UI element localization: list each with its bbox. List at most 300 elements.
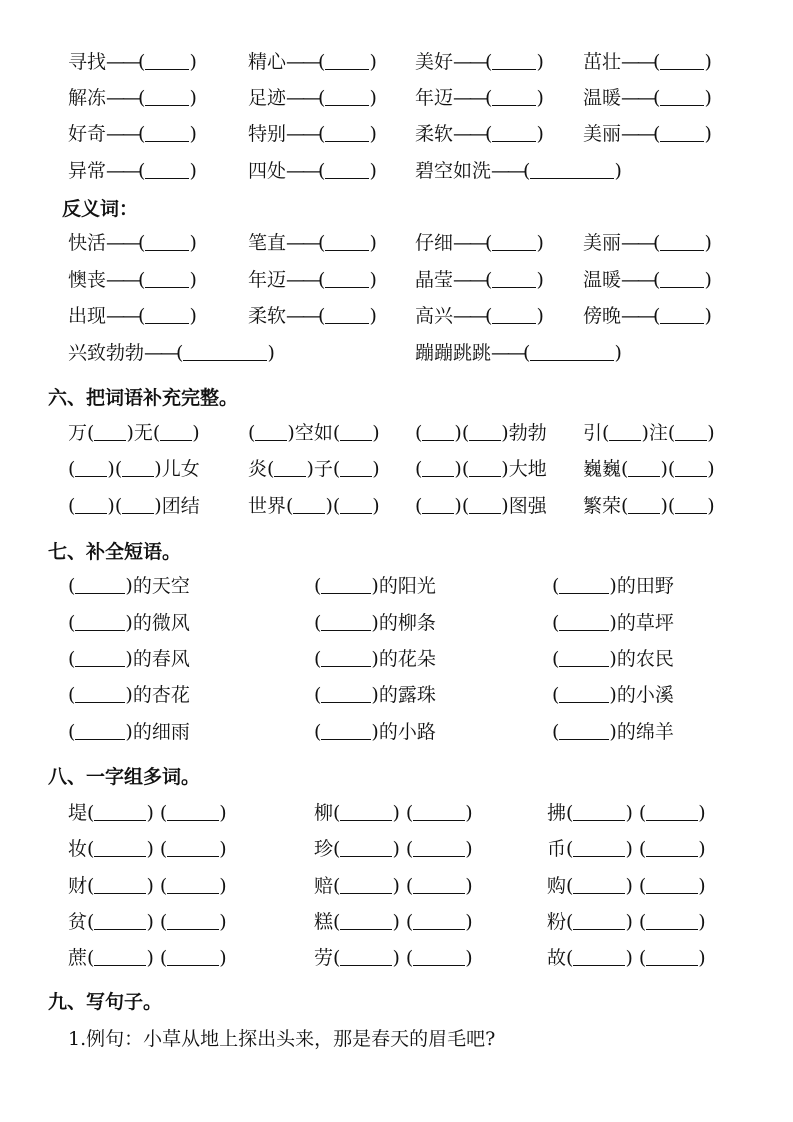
answer-blank[interactable] bbox=[566, 946, 633, 970]
answer-blank[interactable] bbox=[314, 647, 379, 671]
paren-close: ) bbox=[189, 160, 197, 182]
blank-line[interactable] bbox=[321, 575, 371, 594]
answer-blank[interactable] bbox=[153, 421, 200, 445]
char-item bbox=[68, 874, 227, 898]
idiom-item bbox=[248, 457, 380, 481]
word-text: 碧空如洗 bbox=[415, 160, 492, 182]
blank-line[interactable] bbox=[325, 269, 369, 288]
dash: —— bbox=[621, 305, 654, 327]
char-text: 妆 bbox=[68, 838, 88, 860]
blank-line[interactable] bbox=[660, 269, 704, 288]
blank-line[interactable] bbox=[530, 342, 614, 361]
dash: —— bbox=[106, 87, 139, 109]
word-item bbox=[583, 268, 712, 292]
answer-blank[interactable] bbox=[415, 457, 462, 481]
paren-open: ( bbox=[314, 575, 322, 597]
char-item bbox=[314, 910, 473, 934]
answer-blank[interactable] bbox=[176, 341, 275, 365]
answer-blank[interactable] bbox=[314, 611, 379, 635]
blank-line[interactable] bbox=[492, 123, 536, 142]
blank-line[interactable] bbox=[340, 911, 392, 930]
blank-line[interactable] bbox=[145, 123, 189, 142]
blank-line[interactable] bbox=[675, 495, 707, 514]
answer-blank[interactable] bbox=[318, 304, 377, 328]
paren-open: ( bbox=[318, 123, 326, 145]
paren-close: ) bbox=[536, 269, 544, 291]
paren-open: ( bbox=[653, 87, 661, 109]
answer-blank[interactable] bbox=[115, 457, 162, 481]
answer-blank[interactable] bbox=[160, 946, 227, 970]
blank-line[interactable] bbox=[75, 575, 125, 594]
blank-line[interactable] bbox=[573, 875, 625, 894]
paren-close: ) bbox=[501, 458, 509, 480]
paren-open: ( bbox=[318, 87, 326, 109]
idiom-char: 繁荣 bbox=[583, 495, 622, 517]
paren-close: ) bbox=[465, 875, 473, 897]
blank-line[interactable] bbox=[75, 648, 125, 667]
paren-open: ( bbox=[68, 575, 76, 597]
answer-blank[interactable] bbox=[653, 122, 712, 146]
answer-blank[interactable] bbox=[248, 421, 295, 445]
answer-blank[interactable] bbox=[318, 231, 377, 255]
paren-close: ) bbox=[371, 612, 379, 634]
answer-blank[interactable] bbox=[406, 801, 473, 825]
answer-blank[interactable] bbox=[485, 86, 544, 110]
blank-line[interactable] bbox=[145, 269, 189, 288]
blank-line[interactable] bbox=[573, 838, 625, 857]
answer-blank[interactable] bbox=[406, 910, 473, 934]
paren-open: ( bbox=[318, 232, 326, 254]
blank-line[interactable] bbox=[75, 612, 125, 631]
blank-line[interactable] bbox=[646, 802, 698, 821]
answer-blank[interactable] bbox=[318, 122, 377, 146]
paren-open: ( bbox=[653, 305, 661, 327]
answer-blank[interactable] bbox=[318, 50, 377, 74]
word-text: 精心 bbox=[248, 51, 287, 73]
paren-close: ) bbox=[536, 232, 544, 254]
blank-line[interactable] bbox=[167, 838, 219, 857]
blank-line[interactable] bbox=[492, 87, 536, 106]
blank-line[interactable] bbox=[559, 575, 609, 594]
paren-close: ) bbox=[536, 87, 544, 109]
phrase-item bbox=[68, 574, 190, 598]
answer-blank[interactable] bbox=[87, 837, 154, 861]
blank-line[interactable] bbox=[422, 422, 454, 441]
blank-line[interactable] bbox=[94, 947, 146, 966]
word-item bbox=[415, 341, 622, 365]
paren-open: ( bbox=[138, 51, 146, 73]
paren-close: ) bbox=[698, 911, 706, 933]
answer-blank[interactable] bbox=[668, 457, 715, 481]
answer-blank[interactable] bbox=[406, 837, 473, 861]
answer-blank[interactable] bbox=[160, 874, 227, 898]
answer-blank[interactable] bbox=[318, 159, 377, 183]
answer-blank[interactable] bbox=[333, 421, 380, 445]
answer-blank[interactable] bbox=[602, 421, 649, 445]
blank-line[interactable] bbox=[145, 305, 189, 324]
answer-blank[interactable] bbox=[639, 946, 706, 970]
answer-blank[interactable] bbox=[87, 874, 154, 898]
blank-line[interactable] bbox=[573, 802, 625, 821]
answer-blank[interactable] bbox=[138, 50, 197, 74]
answer-blank[interactable] bbox=[653, 231, 712, 255]
answer-blank[interactable] bbox=[333, 874, 400, 898]
blank-line[interactable] bbox=[646, 947, 698, 966]
paren-close: ) bbox=[189, 305, 197, 327]
word-text: 茁壮 bbox=[583, 51, 622, 73]
blank-line[interactable] bbox=[422, 495, 454, 514]
paren-close: ) bbox=[219, 911, 227, 933]
blank-line[interactable] bbox=[660, 232, 704, 251]
answer-blank[interactable] bbox=[314, 720, 379, 744]
blank-line[interactable] bbox=[122, 458, 154, 477]
idiom-item bbox=[583, 457, 715, 481]
blank-line[interactable] bbox=[469, 495, 501, 514]
answer-blank[interactable] bbox=[415, 494, 462, 518]
blank-line[interactable] bbox=[413, 947, 465, 966]
answer-blank[interactable] bbox=[68, 647, 133, 671]
blank-line[interactable] bbox=[75, 684, 125, 703]
dash: —— bbox=[106, 160, 139, 182]
blank-line[interactable] bbox=[160, 422, 192, 441]
blank-line[interactable] bbox=[145, 51, 189, 70]
paren-open: ( bbox=[87, 911, 95, 933]
paren-open: ( bbox=[405, 911, 414, 933]
answer-blank[interactable] bbox=[639, 910, 706, 934]
answer-blank[interactable] bbox=[333, 801, 400, 825]
blank-line[interactable] bbox=[573, 911, 625, 930]
answer-blank[interactable] bbox=[68, 494, 115, 518]
answer-blank[interactable] bbox=[406, 946, 473, 970]
phrase-text: 的小路 bbox=[378, 721, 436, 743]
word-item bbox=[68, 86, 197, 110]
blank-line[interactable] bbox=[492, 51, 536, 70]
blank-line[interactable] bbox=[675, 422, 707, 441]
answer-blank[interactable] bbox=[621, 494, 668, 518]
blank-line[interactable] bbox=[530, 160, 614, 179]
answer-blank[interactable] bbox=[552, 647, 617, 671]
blank-line[interactable] bbox=[469, 458, 501, 477]
paren-open: ( bbox=[485, 87, 493, 109]
paren-open: ( bbox=[552, 575, 560, 597]
blank-line[interactable] bbox=[646, 838, 698, 857]
answer-blank[interactable] bbox=[160, 910, 227, 934]
blank-line[interactable] bbox=[573, 947, 625, 966]
word-item bbox=[68, 268, 197, 292]
paren-close: ) bbox=[501, 422, 509, 444]
paren-open: ( bbox=[138, 232, 146, 254]
word-item bbox=[415, 268, 544, 292]
paren-open: ( bbox=[653, 51, 661, 73]
blank-line[interactable] bbox=[340, 495, 372, 514]
paren-close: ) bbox=[369, 160, 377, 182]
answer-blank[interactable] bbox=[462, 457, 509, 481]
answer-blank[interactable] bbox=[485, 122, 544, 146]
char-item bbox=[68, 946, 227, 970]
blank-line[interactable] bbox=[325, 87, 369, 106]
blank-line[interactable] bbox=[325, 232, 369, 251]
word-text: 高兴 bbox=[415, 305, 454, 327]
blank-line[interactable] bbox=[646, 875, 698, 894]
blank-line[interactable] bbox=[628, 495, 660, 514]
blank-line[interactable] bbox=[559, 612, 609, 631]
blank-line[interactable] bbox=[321, 684, 371, 703]
paren-open: ( bbox=[159, 802, 168, 824]
paren-open: ( bbox=[159, 875, 168, 897]
dash: —— bbox=[491, 342, 524, 364]
paren-close: ) bbox=[371, 648, 379, 670]
blank-line[interactable] bbox=[321, 612, 371, 631]
blank-line[interactable] bbox=[75, 458, 107, 477]
blank-line[interactable] bbox=[325, 305, 369, 324]
blank-line[interactable] bbox=[469, 422, 501, 441]
idiom-char: 空如 bbox=[294, 422, 333, 444]
answer-blank[interactable] bbox=[160, 837, 227, 861]
answer-blank[interactable] bbox=[485, 231, 544, 255]
answer-blank[interactable] bbox=[138, 268, 197, 292]
word-text: 年迈 bbox=[248, 269, 287, 291]
char-item bbox=[547, 837, 706, 861]
answer-blank[interactable] bbox=[653, 86, 712, 110]
answer-blank[interactable] bbox=[68, 720, 133, 744]
section6-heading: 六、把词语补充完整。 bbox=[48, 387, 239, 409]
blank-line[interactable] bbox=[293, 495, 325, 514]
blank-line[interactable] bbox=[145, 160, 189, 179]
answer-blank[interactable] bbox=[621, 457, 668, 481]
answer-blank[interactable] bbox=[333, 910, 400, 934]
phrase-text: 的农民 bbox=[616, 648, 674, 670]
blank-line[interactable] bbox=[321, 648, 371, 667]
answer-blank[interactable] bbox=[653, 304, 712, 328]
blank-line[interactable] bbox=[321, 721, 371, 740]
paren-close: ) bbox=[465, 838, 473, 860]
paren-open: ( bbox=[333, 838, 341, 860]
answer-blank[interactable] bbox=[415, 421, 462, 445]
paren-close: ) bbox=[125, 684, 133, 706]
answer-blank[interactable] bbox=[160, 801, 227, 825]
answer-blank[interactable] bbox=[138, 86, 197, 110]
blank-line[interactable] bbox=[660, 51, 704, 70]
answer-blank[interactable] bbox=[138, 304, 197, 328]
dash: —— bbox=[453, 305, 486, 327]
answer-blank[interactable] bbox=[68, 574, 133, 598]
word-item bbox=[415, 122, 544, 146]
dash: —— bbox=[144, 342, 177, 364]
blank-line[interactable] bbox=[145, 87, 189, 106]
answer-blank[interactable] bbox=[333, 457, 380, 481]
blank-line[interactable] bbox=[660, 305, 704, 324]
blank-line[interactable] bbox=[413, 911, 465, 930]
phrase-item bbox=[552, 611, 674, 635]
paren-open: ( bbox=[566, 802, 574, 824]
answer-blank[interactable] bbox=[485, 50, 544, 74]
answer-blank[interactable] bbox=[639, 874, 706, 898]
answer-blank[interactable] bbox=[485, 304, 544, 328]
blank-line[interactable] bbox=[167, 875, 219, 894]
answer-blank[interactable] bbox=[462, 494, 509, 518]
answer-blank[interactable] bbox=[639, 801, 706, 825]
answer-blank[interactable] bbox=[566, 874, 633, 898]
blank-line[interactable] bbox=[559, 648, 609, 667]
char-item bbox=[547, 946, 706, 970]
paren-close: ) bbox=[392, 838, 400, 860]
paren-open: ( bbox=[552, 612, 560, 634]
answer-blank[interactable] bbox=[314, 683, 379, 707]
blank-line[interactable] bbox=[660, 87, 704, 106]
blank-line[interactable] bbox=[675, 458, 707, 477]
answer-blank[interactable] bbox=[552, 720, 617, 744]
char-text: 劳 bbox=[314, 947, 334, 969]
char-text: 堤 bbox=[68, 802, 88, 824]
blank-line[interactable] bbox=[559, 721, 609, 740]
paren-close: ) bbox=[306, 458, 314, 480]
answer-blank[interactable] bbox=[566, 801, 633, 825]
blank-line[interactable] bbox=[75, 721, 125, 740]
paren-close: ) bbox=[625, 947, 633, 969]
paren-close: ) bbox=[372, 458, 380, 480]
answer-blank[interactable] bbox=[566, 837, 633, 861]
answer-blank[interactable] bbox=[286, 494, 333, 518]
blank-line[interactable] bbox=[94, 838, 146, 857]
paren-open: ( bbox=[314, 648, 322, 670]
blank-line[interactable] bbox=[340, 947, 392, 966]
answer-blank[interactable] bbox=[87, 946, 154, 970]
answer-blank[interactable] bbox=[314, 574, 379, 598]
dash: —— bbox=[621, 51, 654, 73]
paren-open: ( bbox=[461, 495, 470, 517]
blank-line[interactable] bbox=[94, 875, 146, 894]
answer-blank[interactable] bbox=[87, 421, 134, 445]
blank-line[interactable] bbox=[340, 422, 372, 441]
answer-blank[interactable] bbox=[653, 268, 712, 292]
blank-line[interactable] bbox=[325, 123, 369, 142]
blank-line[interactable] bbox=[340, 838, 392, 857]
paren-open: ( bbox=[566, 838, 574, 860]
word-item bbox=[583, 50, 712, 74]
word-text: 特别 bbox=[248, 123, 287, 145]
char-item bbox=[68, 910, 227, 934]
answer-blank[interactable] bbox=[523, 159, 622, 183]
char-item bbox=[314, 801, 473, 825]
char-item bbox=[547, 910, 706, 934]
char-item bbox=[314, 946, 473, 970]
blank-line[interactable] bbox=[492, 232, 536, 251]
answer-blank[interactable] bbox=[68, 457, 115, 481]
blank-line[interactable] bbox=[325, 160, 369, 179]
blank-line[interactable] bbox=[122, 495, 154, 514]
answer-blank[interactable] bbox=[653, 50, 712, 74]
paren-close: ) bbox=[609, 684, 617, 706]
paren-open: ( bbox=[653, 232, 661, 254]
answer-blank[interactable] bbox=[138, 231, 197, 255]
blank-line[interactable] bbox=[660, 123, 704, 142]
blank-line[interactable] bbox=[340, 802, 392, 821]
blank-line[interactable] bbox=[94, 422, 126, 441]
idiom-char: 子 bbox=[313, 458, 333, 480]
paren-close: ) bbox=[369, 269, 377, 291]
answer-blank[interactable] bbox=[267, 457, 314, 481]
blank-line[interactable] bbox=[492, 305, 536, 324]
answer-blank[interactable] bbox=[115, 494, 162, 518]
blank-line[interactable] bbox=[413, 838, 465, 857]
answer-blank[interactable] bbox=[87, 910, 154, 934]
blank-line[interactable] bbox=[167, 802, 219, 821]
blank-line[interactable] bbox=[492, 269, 536, 288]
answer-blank[interactable] bbox=[462, 421, 509, 445]
blank-line[interactable] bbox=[413, 875, 465, 894]
answer-blank[interactable] bbox=[87, 801, 154, 825]
blank-line[interactable] bbox=[646, 911, 698, 930]
answer-blank[interactable] bbox=[138, 122, 197, 146]
answer-blank[interactable] bbox=[318, 86, 377, 110]
blank-line[interactable] bbox=[274, 458, 306, 477]
answer-blank[interactable] bbox=[668, 421, 715, 445]
blank-line[interactable] bbox=[559, 684, 609, 703]
answer-blank[interactable] bbox=[68, 611, 133, 635]
answer-blank[interactable] bbox=[68, 683, 133, 707]
answer-blank[interactable] bbox=[318, 268, 377, 292]
blank-line[interactable] bbox=[75, 495, 107, 514]
word-item bbox=[583, 231, 712, 255]
phrase-text: 的草坪 bbox=[616, 612, 674, 634]
answer-blank[interactable] bbox=[566, 910, 633, 934]
paren-open: ( bbox=[523, 160, 531, 182]
idiom-item bbox=[415, 421, 547, 445]
blank-line[interactable] bbox=[609, 422, 641, 441]
answer-blank[interactable] bbox=[552, 683, 617, 707]
answer-blank[interactable] bbox=[668, 494, 715, 518]
blank-line[interactable] bbox=[340, 458, 372, 477]
blank-line[interactable] bbox=[183, 342, 267, 361]
char-item bbox=[547, 874, 706, 898]
char-text: 拂 bbox=[547, 802, 567, 824]
blank-line[interactable] bbox=[167, 947, 219, 966]
answer-blank[interactable] bbox=[333, 494, 380, 518]
blank-line[interactable] bbox=[94, 802, 146, 821]
idiom-char: 儿女 bbox=[161, 458, 200, 480]
answer-blank[interactable] bbox=[523, 341, 622, 365]
blank-line[interactable] bbox=[422, 458, 454, 477]
answer-blank[interactable] bbox=[138, 159, 197, 183]
paren-close: ) bbox=[126, 422, 134, 444]
idiom-item bbox=[415, 457, 547, 481]
blank-line[interactable] bbox=[628, 458, 660, 477]
word-text: 美好 bbox=[415, 51, 454, 73]
paren-open: ( bbox=[87, 802, 95, 824]
blank-line[interactable] bbox=[94, 911, 146, 930]
answer-blank[interactable] bbox=[333, 837, 400, 861]
answer-blank[interactable] bbox=[639, 837, 706, 861]
blank-line[interactable] bbox=[413, 802, 465, 821]
blank-line[interactable] bbox=[325, 51, 369, 70]
blank-line[interactable] bbox=[145, 232, 189, 251]
answer-blank[interactable] bbox=[552, 611, 617, 635]
phrase-text: 的阳光 bbox=[378, 575, 436, 597]
answer-blank[interactable] bbox=[406, 874, 473, 898]
answer-blank[interactable] bbox=[485, 268, 544, 292]
answer-blank[interactable] bbox=[333, 946, 400, 970]
phrase-item bbox=[314, 720, 436, 744]
paren-open: ( bbox=[405, 875, 414, 897]
answer-blank[interactable] bbox=[552, 574, 617, 598]
paren-close: ) bbox=[369, 87, 377, 109]
blank-line[interactable] bbox=[167, 911, 219, 930]
phrase-text: 的露珠 bbox=[378, 684, 436, 706]
blank-line[interactable] bbox=[340, 875, 392, 894]
blank-line[interactable] bbox=[255, 422, 287, 441]
word-text: 美丽 bbox=[583, 232, 622, 254]
paren-close: ) bbox=[369, 305, 377, 327]
